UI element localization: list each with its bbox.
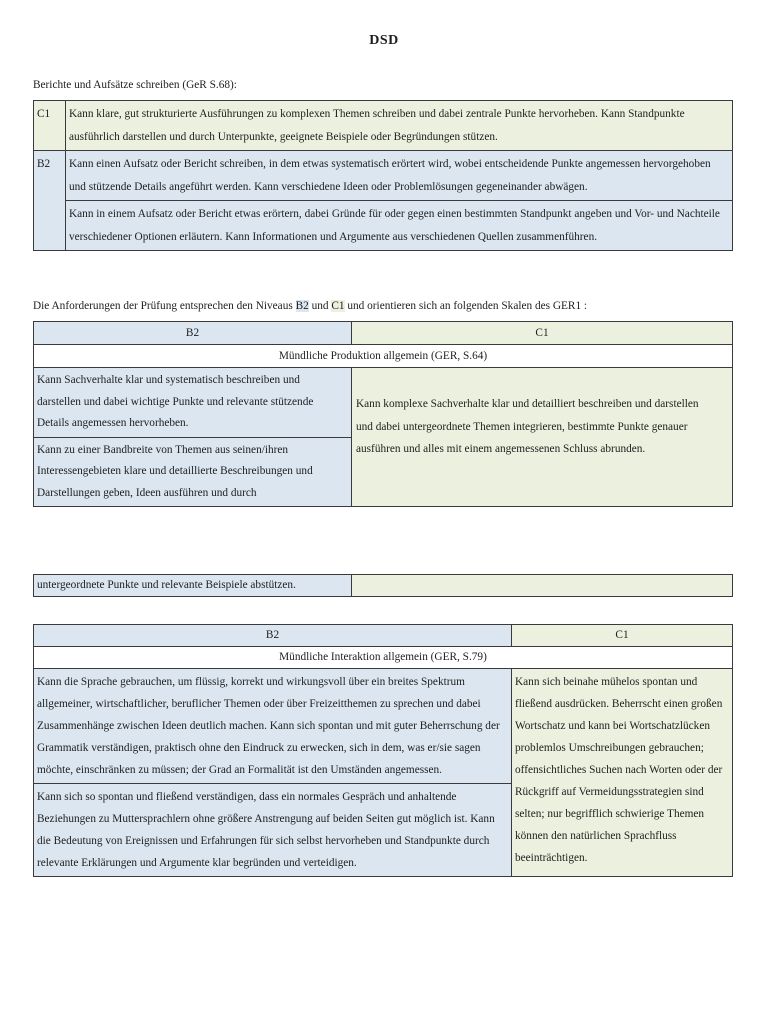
oral-interaction-table — [33, 624, 733, 877]
level-cell-b2: B2 — [34, 151, 66, 251]
table-header-row — [34, 625, 733, 647]
scale-subheading: Mündliche Interaktion allgemein (GER, S.79) — [34, 647, 733, 669]
b2-descriptor-cell: Kann sich so spontan und fließend verständigen, dass ein normales Gespräch und anhaltende Beziehungen zu Muttersprachlern ohne größere Anstrengung auf beiden Seiten gut möglich ist. Kann die Bedeutung von Ereignissen und Erfahrungen für sich selbst hervorheben und Standpunkte durch relevante Erklärungen und Argumente klar begründen und verteidigen. — [34, 784, 512, 877]
table-row — [34, 669, 733, 784]
page-title: DSD — [369, 33, 399, 48]
table-subheading-row — [34, 647, 733, 669]
level-highlight-b2: B2 — [295, 300, 309, 312]
b2-descriptor-cell: Kann Sachverhalte klar und systematisch beschreiben und darstellen und dabei wichtige Punkte und relevante stützende Details angemessen hervorheben. — [34, 368, 352, 438]
column-header-c1: C1 — [512, 625, 733, 647]
table-row — [34, 575, 733, 597]
column-header-b2: B2 — [34, 322, 352, 345]
b2-descriptor-cell: untergeordnete Punkte und relevante Beispiele abstützen. — [34, 575, 352, 597]
column-header-b2: B2 — [34, 625, 512, 647]
b2-descriptor-cell: Kann zu einer Bandbreite von Themen aus seinen/ihren Interessengebieten klare und detaillierte Beschreibungen und Darstellungen geben, Ideen ausführen und durch — [34, 437, 352, 507]
scale-subheading: Mündliche Produktion allgemein (GER, S.64) — [34, 345, 733, 368]
oral-production-continuation — [33, 574, 733, 597]
b2-descriptor-cell: Kann die Sprache gebrauchen, um flüssig, korrekt und wirkungsvoll über ein breites Spektrum allgemeiner, wirtschaftlicher, beruflicher Themen oder über Freizeitthemen zu sprechen und dabei Zusammenhänge zwischen Ideen deutlich machen. Kann sich spontan und mit guter Beherrschung der Grammatik verständigen, praktisch ohne den Eindruck zu erwecken, sich in dem, was er/sie sagen möchte, einschränken zu müssen; der Grad an Formalität ist den Umständen angemessen. — [34, 669, 512, 784]
table-row — [34, 368, 733, 438]
table-row — [34, 201, 733, 251]
intro-text: Die Anforderungen der Prüfung entsprechen den Niveaus — [33, 300, 296, 312]
table-subheading-row — [34, 345, 733, 368]
level-cell-c1: C1 — [34, 101, 66, 151]
descriptor-cell: Kann klare, gut strukturierte Ausführungen zu komplexen Themen schreiben und dabei zentrale Punkte hervorheben. Kann Standpunkte ausführlich darstellen und durch Unterpunkte, geeignete Beispiele oder Begründungen stützen. — [66, 101, 733, 151]
writing-skills-table — [33, 100, 733, 251]
table-header-row — [34, 322, 733, 345]
section2-intro — [33, 300, 587, 312]
column-header-c1: C1 — [352, 322, 733, 345]
intro-text: und — [308, 300, 332, 312]
section1-intro: Berichte und Aufsätze schreiben (GeR S.68): — [33, 79, 237, 91]
c1-descriptor-cell: Kann sich beinahe mühelos spontan und fließend ausdrücken. Beherrscht einen großen Wortschatz und kann bei Wortschatzlücken problemlos Umschreibungen gebrauchen; offensichtliches Suchen nach Worten oder der Rückgriff auf Vermeidungsstrategien sind selten; nur begrifflich schwierige Themen können den natürlichen Sprachfluss beeinträchtigen. — [512, 669, 733, 877]
table-row — [34, 101, 733, 151]
oral-production-table — [33, 321, 733, 507]
c1-empty-cell — [352, 575, 733, 597]
c1-descriptor-cell: Kann komplexe Sachverhalte klar und detailliert beschreiben und darstellen und dabei untergeordnete Themen integrieren, bestimmte Punkte genauer ausführen und alles mit einem angemessenen Schluss abrunden. — [352, 368, 733, 507]
table-row — [34, 151, 733, 201]
descriptor-cell: Kann einen Aufsatz oder Bericht schreiben, in dem etwas systematisch erörtert wird, wobei entscheidende Punkte angemessen hervorgehoben und stützende Details angeführt werden. Kann verschiedene Ideen oder Problemlösungen gegeneinander abwägen. — [66, 151, 733, 201]
descriptor-cell: Kann in einem Aufsatz oder Bericht etwas erörtern, dabei Gründe für oder gegen einen bestimmten Standpunkt angeben und Vor- und Nachteile verschiedener Optionen erläutern. Kann Informationen und Argumente aus verschiedenen Quellen zusammenführen. — [66, 201, 733, 251]
intro-text: und orientieren sich an folgenden Skalen des GER1 : — [344, 300, 588, 312]
level-highlight-c1: C1 — [331, 300, 345, 312]
